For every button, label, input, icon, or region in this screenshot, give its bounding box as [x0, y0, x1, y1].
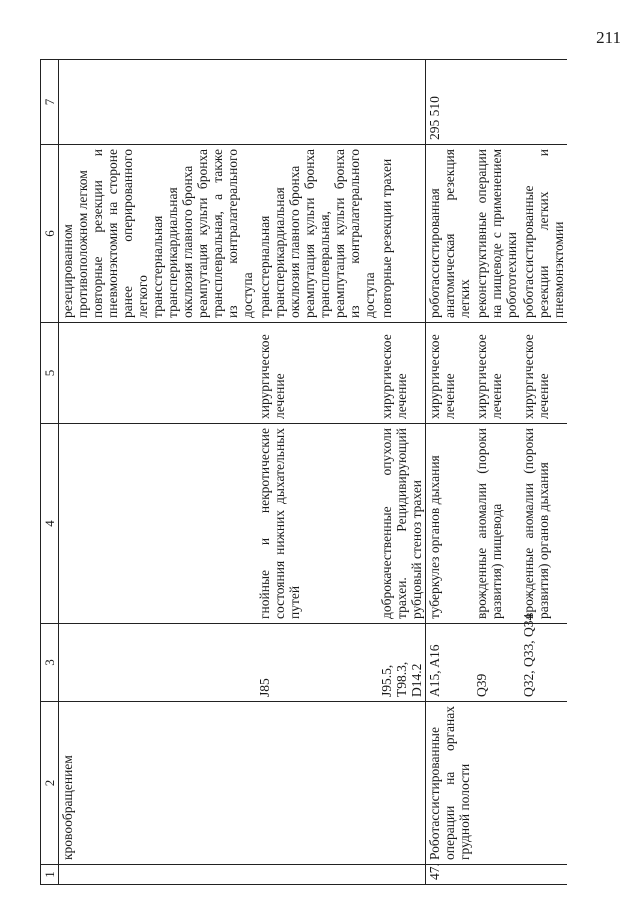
icd-code: A15, A16 — [426, 624, 474, 702]
icd-code: J95.5, T98.3, D14.2 — [378, 624, 426, 702]
table-row — [520, 60, 567, 885]
section-name: Роботассистированные операции на органах грудной полости — [426, 702, 474, 865]
treatment-method: роботассистированные резекции легких и пневмонэктомии — [520, 145, 567, 323]
diagnosis: туберкулез органов дыхания — [426, 424, 474, 624]
section-number: 47. — [426, 865, 474, 885]
icd-code: J85 — [256, 624, 378, 702]
rotated-table-stage — [40, 60, 600, 885]
column-header-row — [41, 60, 59, 885]
table-row — [426, 60, 474, 885]
treatment-method: трансстернальная трансперикардиальная окклюзия главного бронха реампутация культи бронха трансплевральная, реампутация культи бронха из контралатерального доступа — [256, 145, 378, 323]
column-header: 1 — [41, 865, 59, 885]
icd-code: Q32, Q33, Q34 — [520, 624, 567, 702]
continued-treatment-methods: резецированном противоположном легком повторные резекции и пневмонэктомия на стороне ранее оперированного легкого трансстернальная трансперикардиальная окклюзия главного бронха реампутация культи бронха трансплевральная, а также из контралатерального доступа — [59, 145, 257, 323]
table-row — [473, 60, 520, 885]
column-header: 5 — [41, 323, 59, 424]
table-row — [378, 60, 426, 885]
page-number: 211 — [596, 28, 621, 47]
diagnosis: врожденные аномалии (пороки развития) органов дыхания — [520, 424, 567, 624]
table-row — [59, 60, 257, 885]
diagnosis: врожденные аномалии (пороки развития) пищевода — [473, 424, 520, 624]
column-header: 7 — [41, 60, 59, 145]
treatment-method: повторные резекции трахеи — [378, 145, 426, 323]
rotated-table — [40, 60, 600, 885]
treatment-method: роботассистированная анатомическая резекция легких — [426, 145, 474, 323]
treatment-type: хирургическое лечение — [256, 323, 378, 424]
treatment-type: хирургическое лечение — [520, 323, 567, 424]
treatment-type: хирургическое лечение — [378, 323, 426, 424]
treatment-method: реконструктивные операции на пищеводе с применением робототехники — [473, 145, 520, 323]
table-row — [256, 60, 378, 885]
continued-profile-text: кровообращением — [59, 702, 257, 865]
diagnosis: доброкачественные опухоли трахеи. Рецидивирующий рубцовый стеноз трахеи — [378, 424, 426, 624]
column-header: 2 — [41, 702, 59, 865]
column-header: 4 — [41, 424, 59, 624]
diagnosis: гнойные и некротические состояния нижних дыхательных путей — [256, 424, 378, 624]
cost-value: 295 510 — [426, 60, 474, 145]
column-header: 3 — [41, 624, 59, 702]
medical-care-table — [40, 59, 567, 885]
icd-code: Q39 — [473, 624, 520, 702]
treatment-type: хирургическое лечение — [473, 323, 520, 424]
column-header: 6 — [41, 145, 59, 323]
treatment-type: хирургическое лечение — [426, 323, 474, 424]
